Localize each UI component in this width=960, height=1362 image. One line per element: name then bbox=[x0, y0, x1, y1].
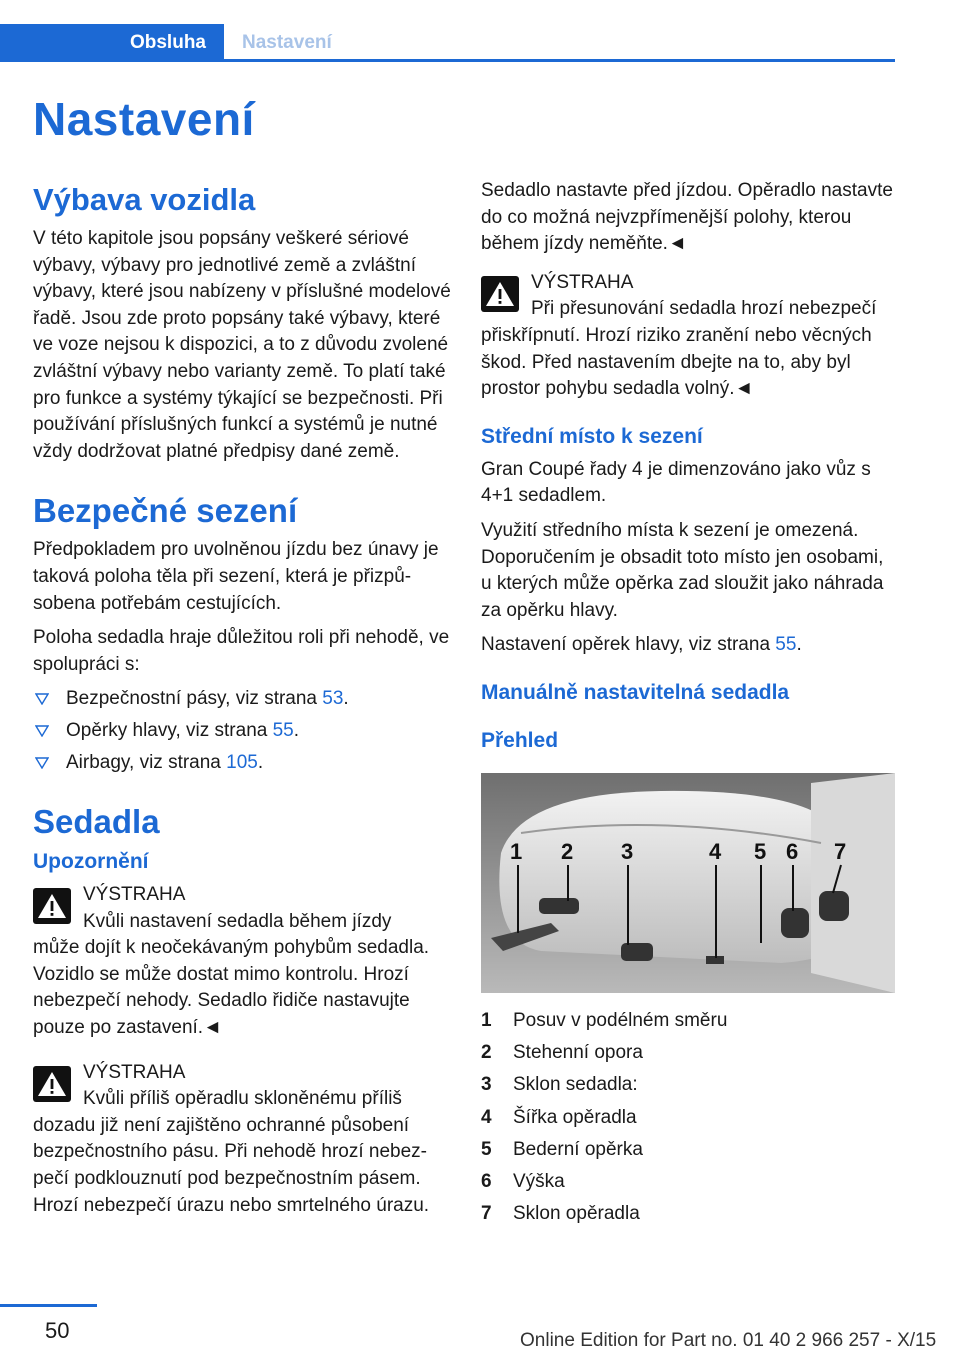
legend-item bbox=[481, 1166, 895, 1198]
warning-text: může dojít k neočekávaným pohybům sedadla. Vozidlo se může dostat mimo kontrolu. Hrozí nebezpečí nehody. Sedadlo řidiče nastavujte pouze po zastavení.◄ bbox=[33, 937, 430, 1039]
heading-manualne-sedadla: Manuálně nastavitelná sedadla bbox=[481, 680, 790, 704]
page-number: 50 bbox=[45, 1318, 70, 1343]
photo-label: 7 bbox=[834, 838, 847, 864]
warning-first-line: Kvůli příliš opěradlu skloněnému příliš bbox=[83, 1088, 402, 1110]
legend-item bbox=[481, 1037, 895, 1069]
warning-title: VÝSTRAHA bbox=[83, 1061, 186, 1083]
warning-text: dozadu již není zajištěno ochranné působení bezpečnostního pásu. Při nehodě hrozí nebezpečí podklouznutí pod bezpečnostním pásem. Hrozí nebezpečí úrazu nebo smrtelného úrazu. bbox=[33, 1114, 430, 1216]
heading-prehled: Přehled bbox=[481, 728, 559, 752]
warning-title: VÝSTRAHA bbox=[83, 884, 186, 906]
warning-title: VÝSTRAHA bbox=[531, 271, 634, 293]
legend-text: Sklon opěradla bbox=[513, 1203, 640, 1225]
legend-item bbox=[481, 1005, 895, 1037]
legend-text: Posuv v podélném směru bbox=[513, 1009, 728, 1031]
page-link[interactable]: 105 bbox=[226, 751, 258, 773]
paragraph-sedadlo-nastavte: Sedadlo nastavte před jízdou. Opěradlo nastavte do co možná nejvzpřímenější polohy, kterou během jízdy neměňte.◄ bbox=[481, 180, 893, 255]
legend-number: 4 bbox=[481, 1106, 492, 1128]
list-item-end: . bbox=[293, 719, 300, 741]
tab-nastaveni[interactable] bbox=[224, 24, 332, 62]
paragraph-stredni-2: Využití středního místa k sezení je omezená. Doporučením je obsadit toto místo jen osobami, u kterých může opěrka zad sloužit jako náhrada za opěrku hlavy. bbox=[481, 519, 884, 621]
legend-text: Stehenní opora bbox=[513, 1042, 643, 1064]
list-item-end: . bbox=[257, 751, 264, 773]
list-item bbox=[33, 750, 451, 777]
paragraph-stredni-3 bbox=[481, 632, 895, 659]
legend-list bbox=[481, 1005, 895, 1230]
paragraph-vybava: V této kapitole jsou popsány veškeré sériové výbavy, výbavy pro jednotlivé země a zvláštní výbavy, které jsou nabízeny v příslušné modelové řadě. Jsou zde proto popsány také výbavy, které ve voze nejsou k dispozici, a to z důvodu zvolené zvláštní výbavy nebo varianty země. To platí také pro funkce a systémy týkající se bezpečnosti. Při používání příslušných funkcí a systémů je nutné vždy dodržovat platné předpisy dané země. bbox=[33, 228, 451, 462]
footer-edition: Online Edition for Part no. 01 40 2 966 257 - X/15 bbox=[520, 1330, 937, 1351]
warning-block-3 bbox=[481, 270, 895, 403]
legend-item bbox=[481, 1198, 895, 1230]
legend-item bbox=[481, 1134, 895, 1166]
legend-number: 7 bbox=[481, 1203, 492, 1225]
paragraph-text: Nastavení opěrek hlavy, viz strana bbox=[481, 634, 776, 656]
photo-label: 6 bbox=[786, 838, 799, 864]
chapter-header bbox=[0, 24, 895, 62]
heading-upozorneni: Upozornění bbox=[33, 850, 149, 874]
tab-nastaveni-label: Nastavení bbox=[242, 32, 332, 53]
seat-overview-photo bbox=[481, 773, 895, 993]
heading-bezpecne-sezeni: Bezpečné sezení bbox=[33, 492, 298, 530]
list-item bbox=[33, 718, 451, 745]
warning-first-line: Při přesunování sedadla hrozí nebezpečí bbox=[531, 298, 877, 320]
heading-stredni-misto: Střední místo k sezení bbox=[481, 424, 703, 448]
page-link[interactable]: 53 bbox=[322, 688, 344, 710]
list-item-text: Airbagy, viz strana bbox=[66, 751, 227, 773]
page-link[interactable]: 55 bbox=[272, 719, 294, 741]
triangle-bullet-icon bbox=[35, 693, 49, 705]
warning-icon bbox=[481, 276, 519, 312]
legend-number: 2 bbox=[481, 1042, 492, 1064]
tab-obsluha-label: Obsluha bbox=[129, 32, 206, 53]
page-number-rule bbox=[0, 1304, 97, 1307]
header-rule bbox=[224, 59, 895, 62]
photo-label: 1 bbox=[510, 838, 523, 864]
right-column bbox=[481, 178, 895, 1230]
bullet-list bbox=[33, 686, 451, 776]
tab-obsluha[interactable] bbox=[0, 24, 224, 62]
legend-text: Sklon sedadla: bbox=[513, 1074, 638, 1096]
legend-number: 1 bbox=[481, 1009, 492, 1031]
page-link[interactable]: 55 bbox=[775, 634, 797, 656]
warning-first-line: Kvůli nastavení sedadla během jízdy bbox=[83, 910, 392, 932]
legend-text: Výška bbox=[513, 1170, 565, 1192]
warning-block-2 bbox=[33, 1060, 451, 1220]
warning-icon bbox=[33, 888, 71, 924]
paragraph-stredni-1: Gran Coupé řady 4 je dimenzováno jako vůz s 4+1 sedadlem. bbox=[481, 458, 871, 507]
paragraph-end: . bbox=[796, 634, 802, 656]
warning-icon bbox=[33, 1066, 71, 1102]
warning-text: přiskřípnutí. Hrozí riziko zranění nebo věcných škod. Před nastavením dbejte na to, aby byl prostor pohybu sedadla volný.◄ bbox=[481, 324, 872, 400]
legend-number: 5 bbox=[481, 1138, 492, 1160]
paragraph-bezpecne-1: Předpokladem pro uvolněnou jízdu bez únavy je taková poloha těla při sezení, která je přizpůsobena potřebám cestujících. bbox=[33, 539, 439, 614]
photo-label: 3 bbox=[621, 838, 634, 864]
legend-item bbox=[481, 1069, 895, 1101]
legend-number: 3 bbox=[481, 1074, 492, 1096]
list-item-text: Opěrky hlavy, viz strana bbox=[66, 719, 273, 741]
photo-label: 4 bbox=[709, 838, 722, 864]
legend-text: Bederní opěrka bbox=[513, 1138, 643, 1160]
photo-label: 2 bbox=[561, 838, 574, 864]
left-column bbox=[33, 178, 451, 1229]
triangle-bullet-icon bbox=[35, 725, 49, 737]
paragraph-bezpecne-2: Poloha sedadla hraje důležitou roli při nehodě, ve spolupráci s: bbox=[33, 627, 450, 675]
page-title: Nastavení bbox=[33, 93, 255, 145]
legend-number: 6 bbox=[481, 1170, 492, 1192]
heading-sedadla: Sedadla bbox=[33, 803, 160, 841]
photo-label: 5 bbox=[754, 838, 767, 864]
triangle-bullet-icon bbox=[35, 757, 49, 769]
legend-text: Šířka opěradla bbox=[513, 1106, 637, 1128]
list-item-end: . bbox=[343, 688, 349, 710]
legend-item bbox=[481, 1102, 895, 1134]
list-item-text: Bezpečnostní pásy, viz strana bbox=[66, 688, 323, 710]
list-item bbox=[33, 686, 451, 713]
warning-block-1 bbox=[33, 882, 451, 1042]
heading-vybava-vozidla: Výbava vozidla bbox=[33, 182, 256, 217]
